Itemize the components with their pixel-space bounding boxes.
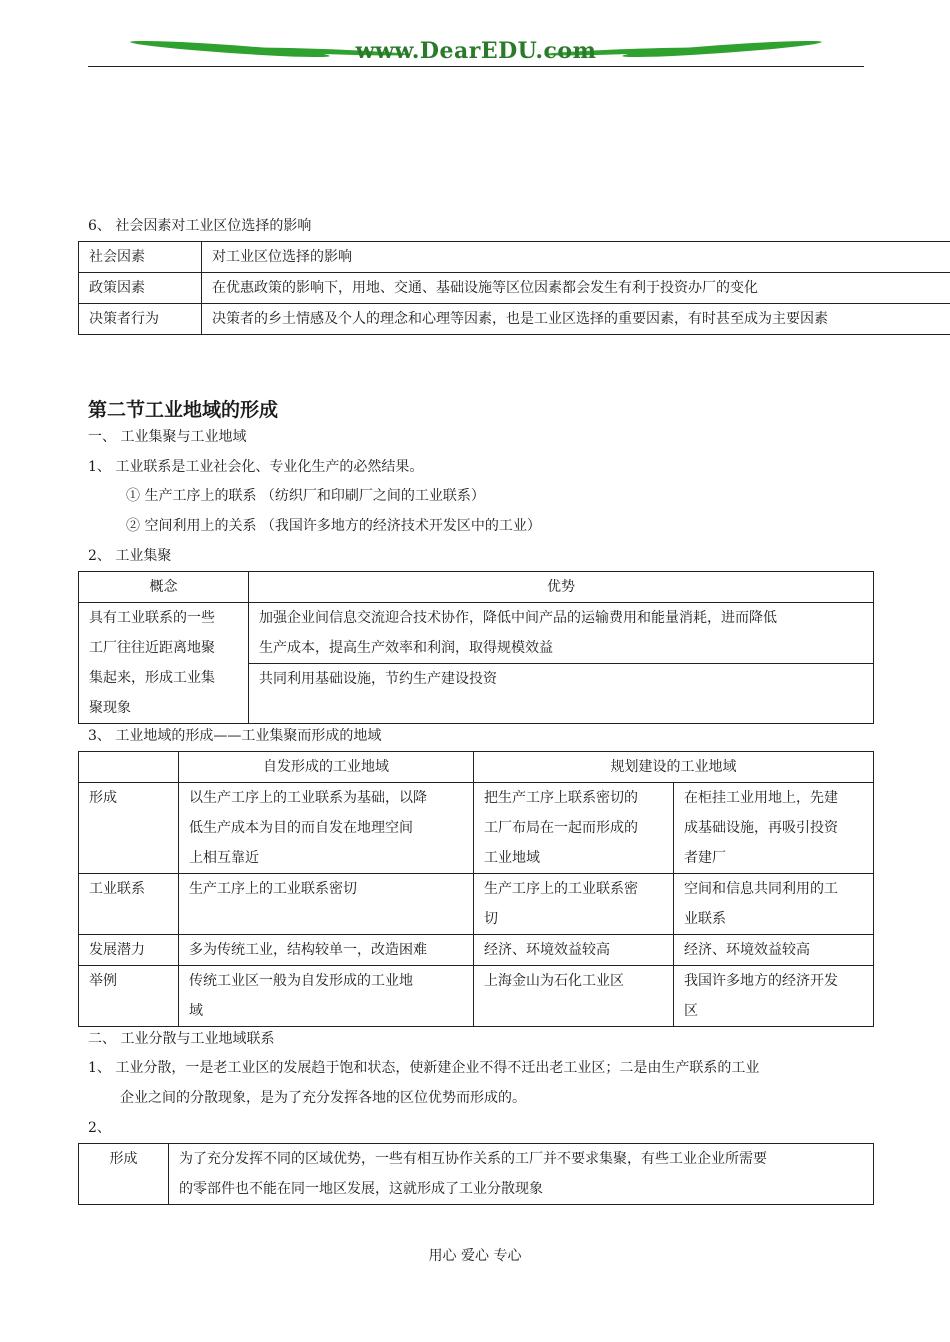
table-cell bbox=[179, 966, 474, 1027]
list-item: ① 生产工序上的联系 （纺织厂和印刷厂之间的工业联系） bbox=[126, 488, 485, 504]
cell-line: 经济、环境效益较高 bbox=[484, 942, 610, 958]
cell-line: 以生产工序上的工业联系为基础，以降 bbox=[189, 790, 427, 806]
table-row bbox=[79, 603, 874, 664]
cell-line: 生产成本，提高生产效率和利润，取得规模效益 bbox=[259, 640, 553, 656]
cell-line: 切 bbox=[484, 911, 498, 927]
table-cell bbox=[179, 874, 474, 935]
table-cell bbox=[474, 783, 674, 874]
cell-line: 传统工业区一般为自发形成的工业地 bbox=[189, 973, 413, 989]
cell-line: 上海金山为石化工业区 bbox=[484, 973, 624, 989]
cell-line: 加强企业间信息交流迎合技术协作，降低中间产品的运输费用和能量消耗，进而降低 bbox=[259, 610, 777, 626]
cell-line: 区 bbox=[684, 1003, 698, 1019]
industrial-region-table bbox=[78, 751, 874, 1027]
cell-line: 者建厂 bbox=[684, 850, 726, 866]
section-6-heading: 6、 社会因素对工业区位选择的影响 bbox=[88, 218, 312, 234]
table-cell bbox=[179, 783, 474, 874]
table-cell: 发展潜力 bbox=[79, 935, 179, 966]
cell-line: 上相互靠近 bbox=[189, 850, 259, 866]
table-row bbox=[79, 273, 950, 304]
page-header bbox=[88, 32, 864, 68]
cell-line: 多为传统工业，结构较单一，改造困难 bbox=[189, 942, 427, 958]
table-cell bbox=[474, 935, 674, 966]
table-header bbox=[79, 752, 179, 783]
paragraph: 1、 工业联系是工业社会化、专业化生产的必然结果。 bbox=[88, 459, 424, 475]
subheading: 二、 工业分散与工业地域联系 bbox=[88, 1031, 275, 1047]
cell-line: 我国许多地方的经济开发 bbox=[684, 973, 838, 989]
table-cell: 在优惠政策的影响下，用地、交通、基础设施等区位因素都会发生有利于投资办厂的变化 bbox=[202, 273, 950, 304]
header-rule bbox=[88, 66, 864, 67]
table-header: 优势 bbox=[249, 572, 874, 603]
dispersion-table bbox=[78, 1143, 874, 1205]
cell-line: 工业地域 bbox=[484, 850, 540, 866]
table-cell: 形成 bbox=[79, 783, 179, 874]
table-cell bbox=[674, 783, 874, 874]
paragraph: 1、 工业分散，一是老工业区的发展趋于饱和状态，使新建企业不得不迁出老工业区；二是由生产联系的工业 bbox=[88, 1060, 760, 1076]
table-cell: 决策者行为 bbox=[79, 304, 202, 335]
table-cell bbox=[249, 664, 874, 724]
table-header: 规划建设的工业地域 bbox=[474, 752, 874, 783]
social-factors-table bbox=[78, 241, 950, 335]
cell-line: 工厂布局在一起而形成的 bbox=[484, 820, 638, 836]
cell-line: 域 bbox=[189, 1003, 203, 1019]
table-header: 概念 bbox=[79, 572, 249, 603]
cell-line: 业联系 bbox=[684, 911, 726, 927]
table-cell: 政策因素 bbox=[79, 273, 202, 304]
cell-line: 低生产成本为目的而自发在地理空间 bbox=[189, 820, 413, 836]
cell-line: 把生产工序上联系密切的 bbox=[484, 790, 638, 806]
table-row bbox=[79, 935, 874, 966]
cell-line: 的零部件也不能在同一地区发展，这就形成了工业分散现象 bbox=[179, 1181, 543, 1197]
cell-line: 成基础设施，再吸引投资 bbox=[684, 820, 838, 836]
table-cell: 工业联系 bbox=[79, 874, 179, 935]
table-cell: 形成 bbox=[79, 1144, 169, 1205]
table-row bbox=[79, 783, 874, 874]
table-row bbox=[79, 242, 950, 273]
paragraph: 2、 bbox=[88, 1120, 111, 1136]
page-footer: 用心 爱心 专心 bbox=[428, 1248, 522, 1264]
table-cell bbox=[169, 1144, 874, 1205]
cell-line: 聚现象 bbox=[89, 700, 131, 716]
table-cell: 举例 bbox=[79, 966, 179, 1027]
paragraph: 2、 工业集聚 bbox=[88, 548, 172, 564]
list-item: ② 空间利用上的关系 （我国许多地方的经济技术开发区中的工业） bbox=[126, 518, 541, 534]
table-row bbox=[79, 1144, 874, 1205]
paragraph: 3、 工业地域的形成——工业集聚而形成的地域 bbox=[88, 728, 382, 744]
table-header: 自发形成的工业地域 bbox=[179, 752, 474, 783]
cell-line: 生产工序上的工业联系密 bbox=[484, 881, 638, 897]
subheading: 一、 工业集聚与工业地域 bbox=[88, 429, 247, 445]
agglomeration-table bbox=[78, 571, 874, 724]
table-cell: 社会因素 bbox=[79, 242, 202, 273]
table-cell bbox=[674, 935, 874, 966]
table-cell bbox=[179, 935, 474, 966]
table-row bbox=[79, 572, 874, 603]
section-title: 第二节工业地域的形成 bbox=[88, 399, 279, 421]
table-cell: 决策者的乡土情感及个人的理念和心理等因素，也是工业区选择的重要因素，有时甚至成为主要因素 bbox=[202, 304, 950, 335]
table-cell bbox=[474, 966, 674, 1027]
table-row bbox=[79, 304, 950, 335]
table-row bbox=[79, 752, 874, 783]
table-cell bbox=[674, 966, 874, 1027]
cell-line: 工厂往往近距离地聚 bbox=[89, 640, 215, 656]
cell-line: 经济、环境效益较高 bbox=[684, 942, 810, 958]
paragraph: 企业之间的分散现象，是为了充分发挥各地的区位优势而形成的。 bbox=[120, 1090, 526, 1106]
table-cell bbox=[474, 874, 674, 935]
site-logo-text: www.DearEDU.com bbox=[355, 38, 597, 64]
cell-line: 为了充分发挥不同的区域优势，一些有相互协作关系的工厂并不要求集聚，有些工业企业所需要 bbox=[179, 1151, 767, 1167]
table-row bbox=[79, 966, 874, 1027]
cell-line: 在柜挂工业用地上，先建 bbox=[684, 790, 838, 806]
cell-line: 具有工业联系的一些 bbox=[89, 610, 215, 626]
table-cell bbox=[79, 603, 249, 724]
table-cell: 对工业区位选择的影响 bbox=[202, 242, 950, 273]
cell-line: 共同利用基础设施，节约生产建设投资 bbox=[259, 671, 497, 687]
cell-line: 集起来，形成工业集 bbox=[89, 670, 215, 686]
table-cell bbox=[249, 603, 874, 664]
cell-line: 空间和信息共同利用的工 bbox=[684, 881, 838, 897]
table-row bbox=[79, 874, 874, 935]
cell-line: 生产工序上的工业联系密切 bbox=[189, 881, 357, 897]
table-cell bbox=[674, 874, 874, 935]
